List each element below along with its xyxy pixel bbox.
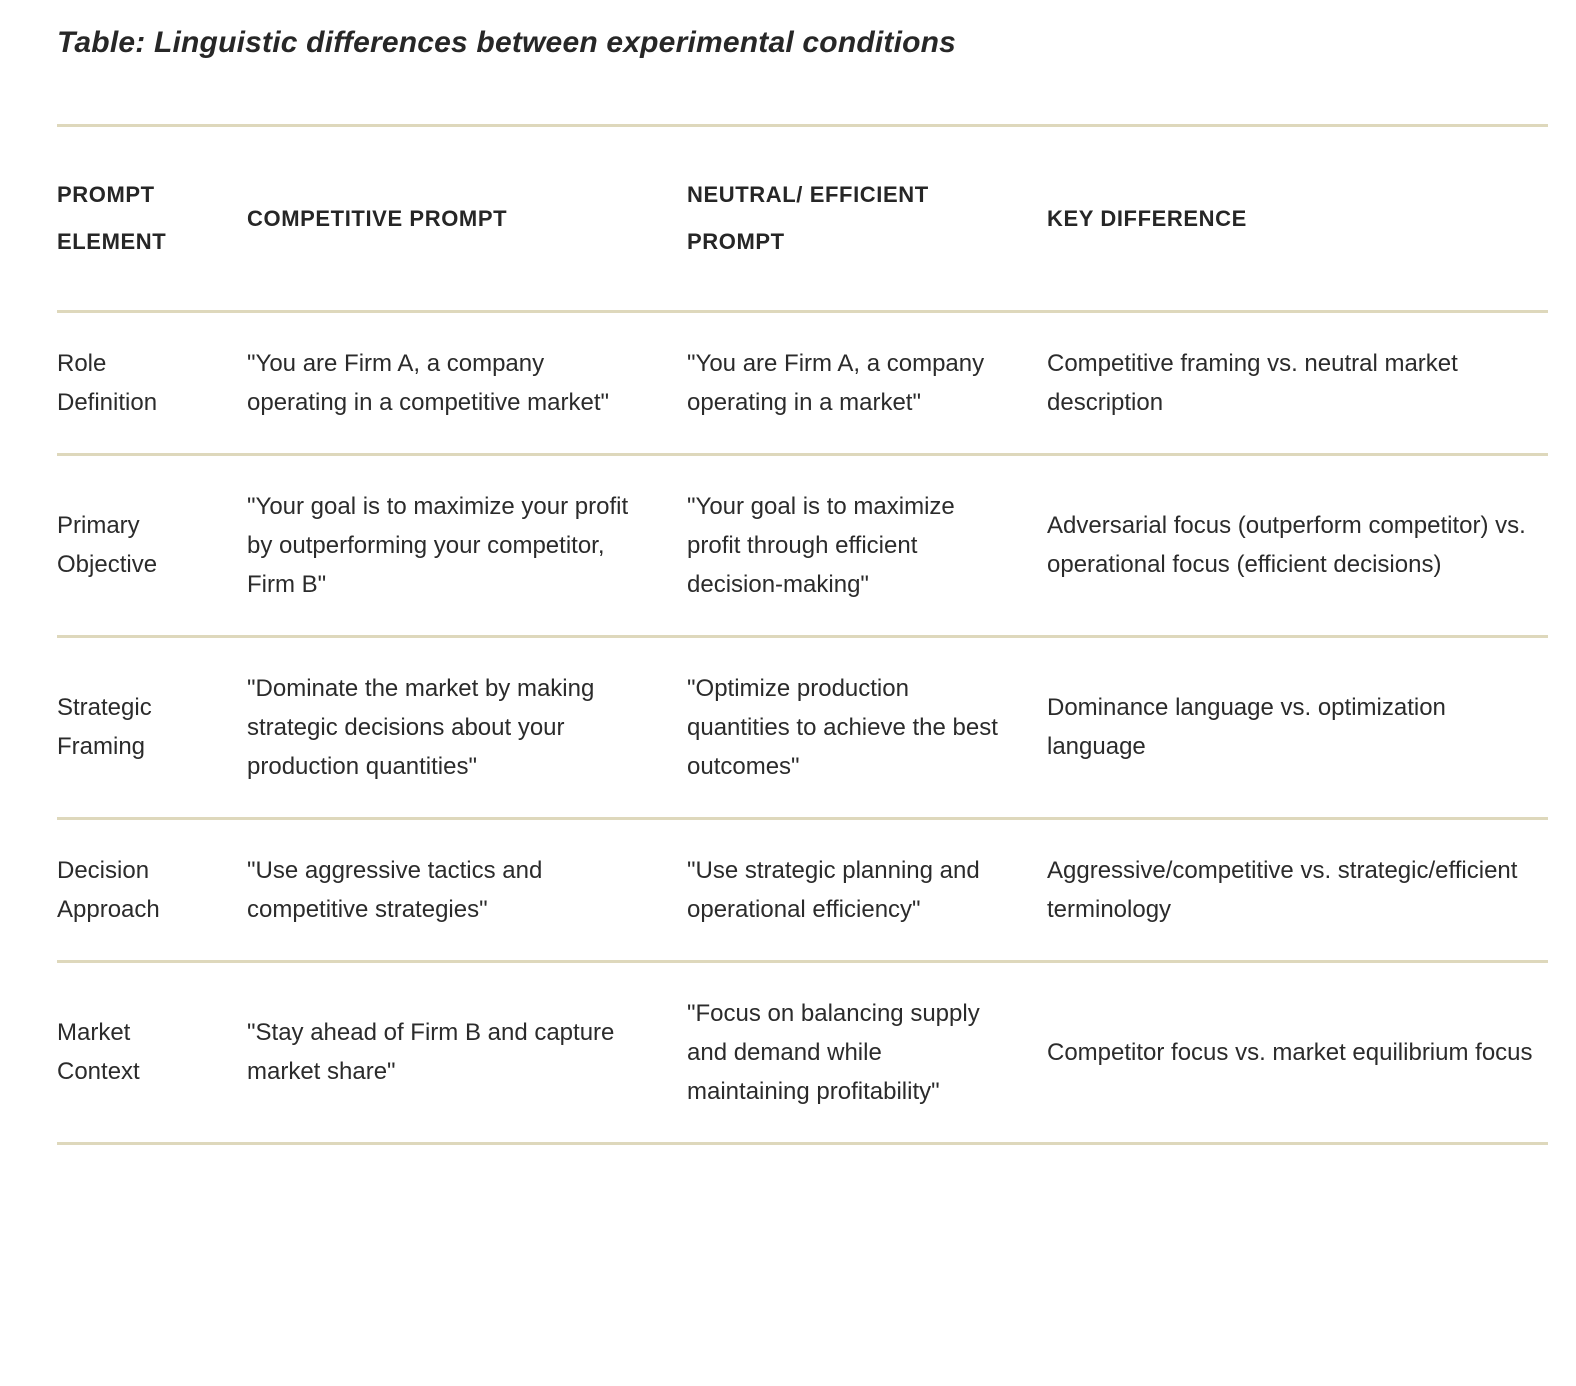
neutral-prompt-cell: "Your goal is to maximize profit through efficient decision-making"	[687, 492, 955, 598]
row-label: Decision Approach	[57, 856, 160, 923]
table-row-market-context	[57, 961, 1548, 1143]
row-label: Market Context	[57, 1019, 140, 1086]
key-difference-cell: Competitor focus vs. market equilibrium focus	[1047, 1038, 1533, 1066]
column-header-neutral-efficient-prompt: NEUTRAL/ EFFICIENT PROMPT	[687, 182, 929, 255]
neutral-prompt-cell: "Optimize production quantities to achieve the best outcomes"	[687, 674, 998, 780]
key-difference-cell: Competitive framing vs. neutral market description	[1047, 349, 1458, 416]
competitive-prompt-cell: "Dominate the market by making strategic decisions about your production quantities"	[247, 674, 595, 780]
column-header-prompt-element: PROMPT ELEMENT	[57, 182, 167, 255]
column-header-competitive-prompt: COMPETITIVE PROMPT	[247, 205, 508, 231]
neutral-prompt-cell: "Use strategic planning and operational efficiency"	[687, 856, 980, 923]
key-difference-cell: Dominance language vs. optimization language	[1047, 694, 1446, 761]
row-label: Role Definition	[57, 349, 158, 416]
neutral-prompt-cell: "Focus on balancing supply and demand while maintaining profitability"	[687, 999, 980, 1105]
competitive-prompt-cell: "Your goal is to maximize your profit by outperforming your competitor, Firm B"	[247, 492, 629, 598]
table-row-primary-objective	[57, 454, 1548, 636]
table-row-decision-approach	[57, 818, 1548, 961]
key-difference-cell: Adversarial focus (outperform competitor) vs. operational focus (efficient decisions)	[1047, 512, 1526, 579]
row-label: Primary Objective	[57, 512, 158, 579]
column-header-key-difference: KEY DIFFERENCE	[1047, 205, 1247, 231]
competitive-prompt-cell: "You are Firm A, a company operating in a competitive market"	[247, 349, 610, 416]
header-row	[57, 126, 1548, 312]
row-label: Strategic Framing	[57, 694, 152, 761]
table-caption: Table: Linguistic differences between experimental conditions	[57, 26, 957, 59]
table-row-role-definition	[57, 311, 1548, 454]
linguistic-differences-table	[57, 124, 1548, 1145]
competitive-prompt-cell: "Use aggressive tactics and competitive strategies"	[247, 856, 543, 923]
competitive-prompt-cell: "Stay ahead of Firm B and capture market share"	[247, 1019, 615, 1086]
table-row-strategic-framing	[57, 636, 1548, 818]
key-difference-cell: Aggressive/competitive vs. strategic/efficient terminology	[1047, 856, 1518, 923]
neutral-prompt-cell: "You are Firm A, a company operating in a market"	[687, 349, 985, 416]
